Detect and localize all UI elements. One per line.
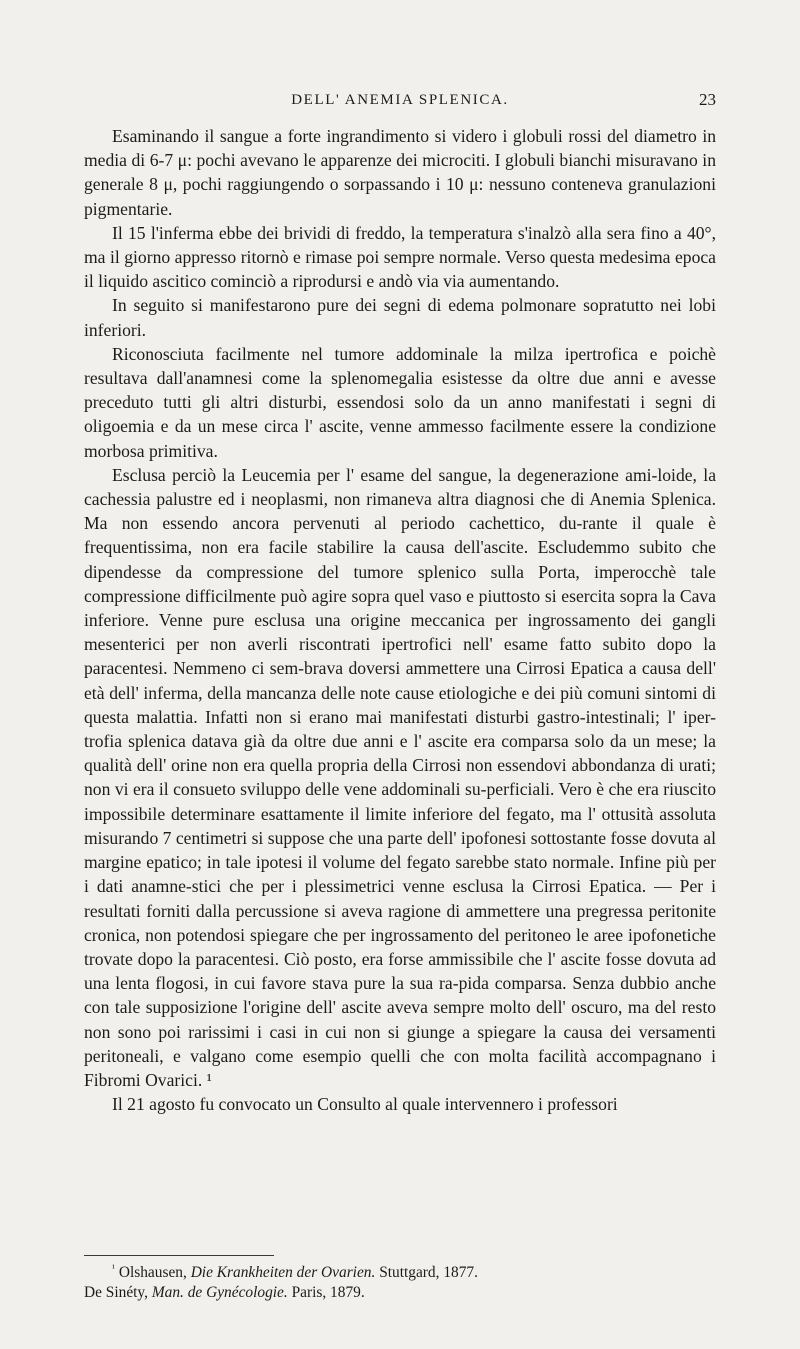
footnote-publication: Stuttgard, 1877.: [375, 1264, 478, 1281]
paragraph: Esaminando il sangue a forte ingrandimento si videro i globuli rossi del diametro in media di 6-7 μ: pochi avevano le apparenze dei microciti. I globuli bianchi misuravano in generale 8 μ, pochi raggiungendo o sorpassando i 10 μ: nessuno conteneva granulazioni pigmentarie.: [84, 126, 716, 219]
paragraph: Il 15 l'inferma ebbe dei brividi di freddo, la temperatura s'inalzò alla sera fino a 40°, ma il giorno appresso ritornò e rimase poi sempre normale. Verso questa medesima epoca il liquido ascitico cominciò a riprodursi e andò via via aumentando.: [84, 222, 716, 292]
footnote: [84, 1283, 716, 1303]
footnote-author: Olshausen,: [118, 1264, 191, 1281]
paragraph: Riconosciuta facilmente nel tumore addominale la milza ipertrofica e poichè resultava dall'anamnesi come la splenomegalia esistesse da oltre due anni e avesse preceduto tutti gli altri disturbi, essendosi solo da un anno manifestati i segni di oligoemia e da un mese circa l' ascite, venne ammesso facilmente essere la condizione morbosa primitiva.: [84, 343, 716, 461]
footnote-publication: Paris, 1879.: [287, 1283, 365, 1301]
footnote-marker: ¹: [112, 1263, 115, 1274]
body-text: [84, 124, 716, 1116]
running-title: DELL' ANEMIA SPLENICA.: [291, 92, 509, 108]
running-header: [84, 92, 716, 114]
footnote-title: Die Krankheiten der Ovarien.: [190, 1264, 376, 1281]
footnotes: [84, 1263, 716, 1302]
footnote: [84, 1263, 716, 1283]
footnote-title: Man. de Gynécologie.: [151, 1283, 288, 1301]
footnote-author: De Sinéty,: [84, 1283, 152, 1301]
paragraph: In seguito si manifestarono pure dei segni di edema polmonare sopratutto nei lobi inferiori.: [84, 295, 716, 340]
footnote-divider: [84, 1255, 274, 1256]
paragraph: Esclusa perciò la Leucemia per l' esame del sangue, la degenerazione ami-loide, la cachessia palustre ed i neoplasmi, non rimaneva altra diagnosi che di Anemia Splenica. Ma non essendo ancora pervenuti al periodo cachettico, du-rante il quale è frequentissima, non era facile stabilire la causa dell'ascite. Escludemmo subito che dipendesse da compressione del tumore splenico sulla Porta, imperocchè tale compressione difficilmente può agire sopra quel vaso e piuttosto si esercita sopra la Cava inferiore. Venne pure esclusa una origine meccanica per ingrossamento dei gangli mesenterici per non averli riscontrati ipertrofici nell' esame fatto subito dopo la paracentesi. Nemmeno ci sem-brava doversi ammettere una Cirrosi Epatica a causa dell' età dell' inferma, della mancanza delle note cause etiologiche e dei più comuni sintomi di questa malattia. Infatti non si erano mai manifestati disturbi gastro-intestinali; l' iper-trofia splenica datava già da oltre due anni e l' ascite era comparsa solo da un mese; la qualità dell' orine non era quella propria della Cirrosi non essendovi abbondanza di urati; non vi era il consueto sviluppo delle vene addominali su-perficiali. Vero è che era riuscito impossibile determinare esattamente il limite inferiore del fegato, ma l' ottusità assoluta misurando 7 centimetri si suppose che una parte dell' ipofonesi sottostante fosse dovuta al margine epatico; in tale ipotesi il volume del fegato sarebbe stato normale. Infine più per i dati anamne-stici che per i plessimetrici venne esclusa la Cirrosi Epatica. — Per i resultati forniti dalla percussione si aveva ragione di ammettere una pregressa peritonite cronica, non potendosi spiegare che per ingrossamento del peritoneo le aree ipofonetiche trovate dopo la paracentesi. Ciò posto, era forse ammissibile che l' ascite fosse dovuta ad una lenta flogosi, in cui favore stava pure la sua ra-pida comparsa. Senza dubbio anche con tale supposizione l'origine dell' ascite aveva sempre molto dell' oscuro, ma del resto non sono poi rarissimi i casi in cui non si giunge a spiegare la causa dei versamenti peritoneali, e valgano come esempio quelli che con molta facilità accompagnano i Fibromi Ovarici. ¹: [84, 464, 717, 1090]
page-number: 23: [699, 90, 716, 109]
paragraph: Il 21 agosto fu convocato un Consulto al quale intervennero i professori: [112, 1094, 618, 1115]
